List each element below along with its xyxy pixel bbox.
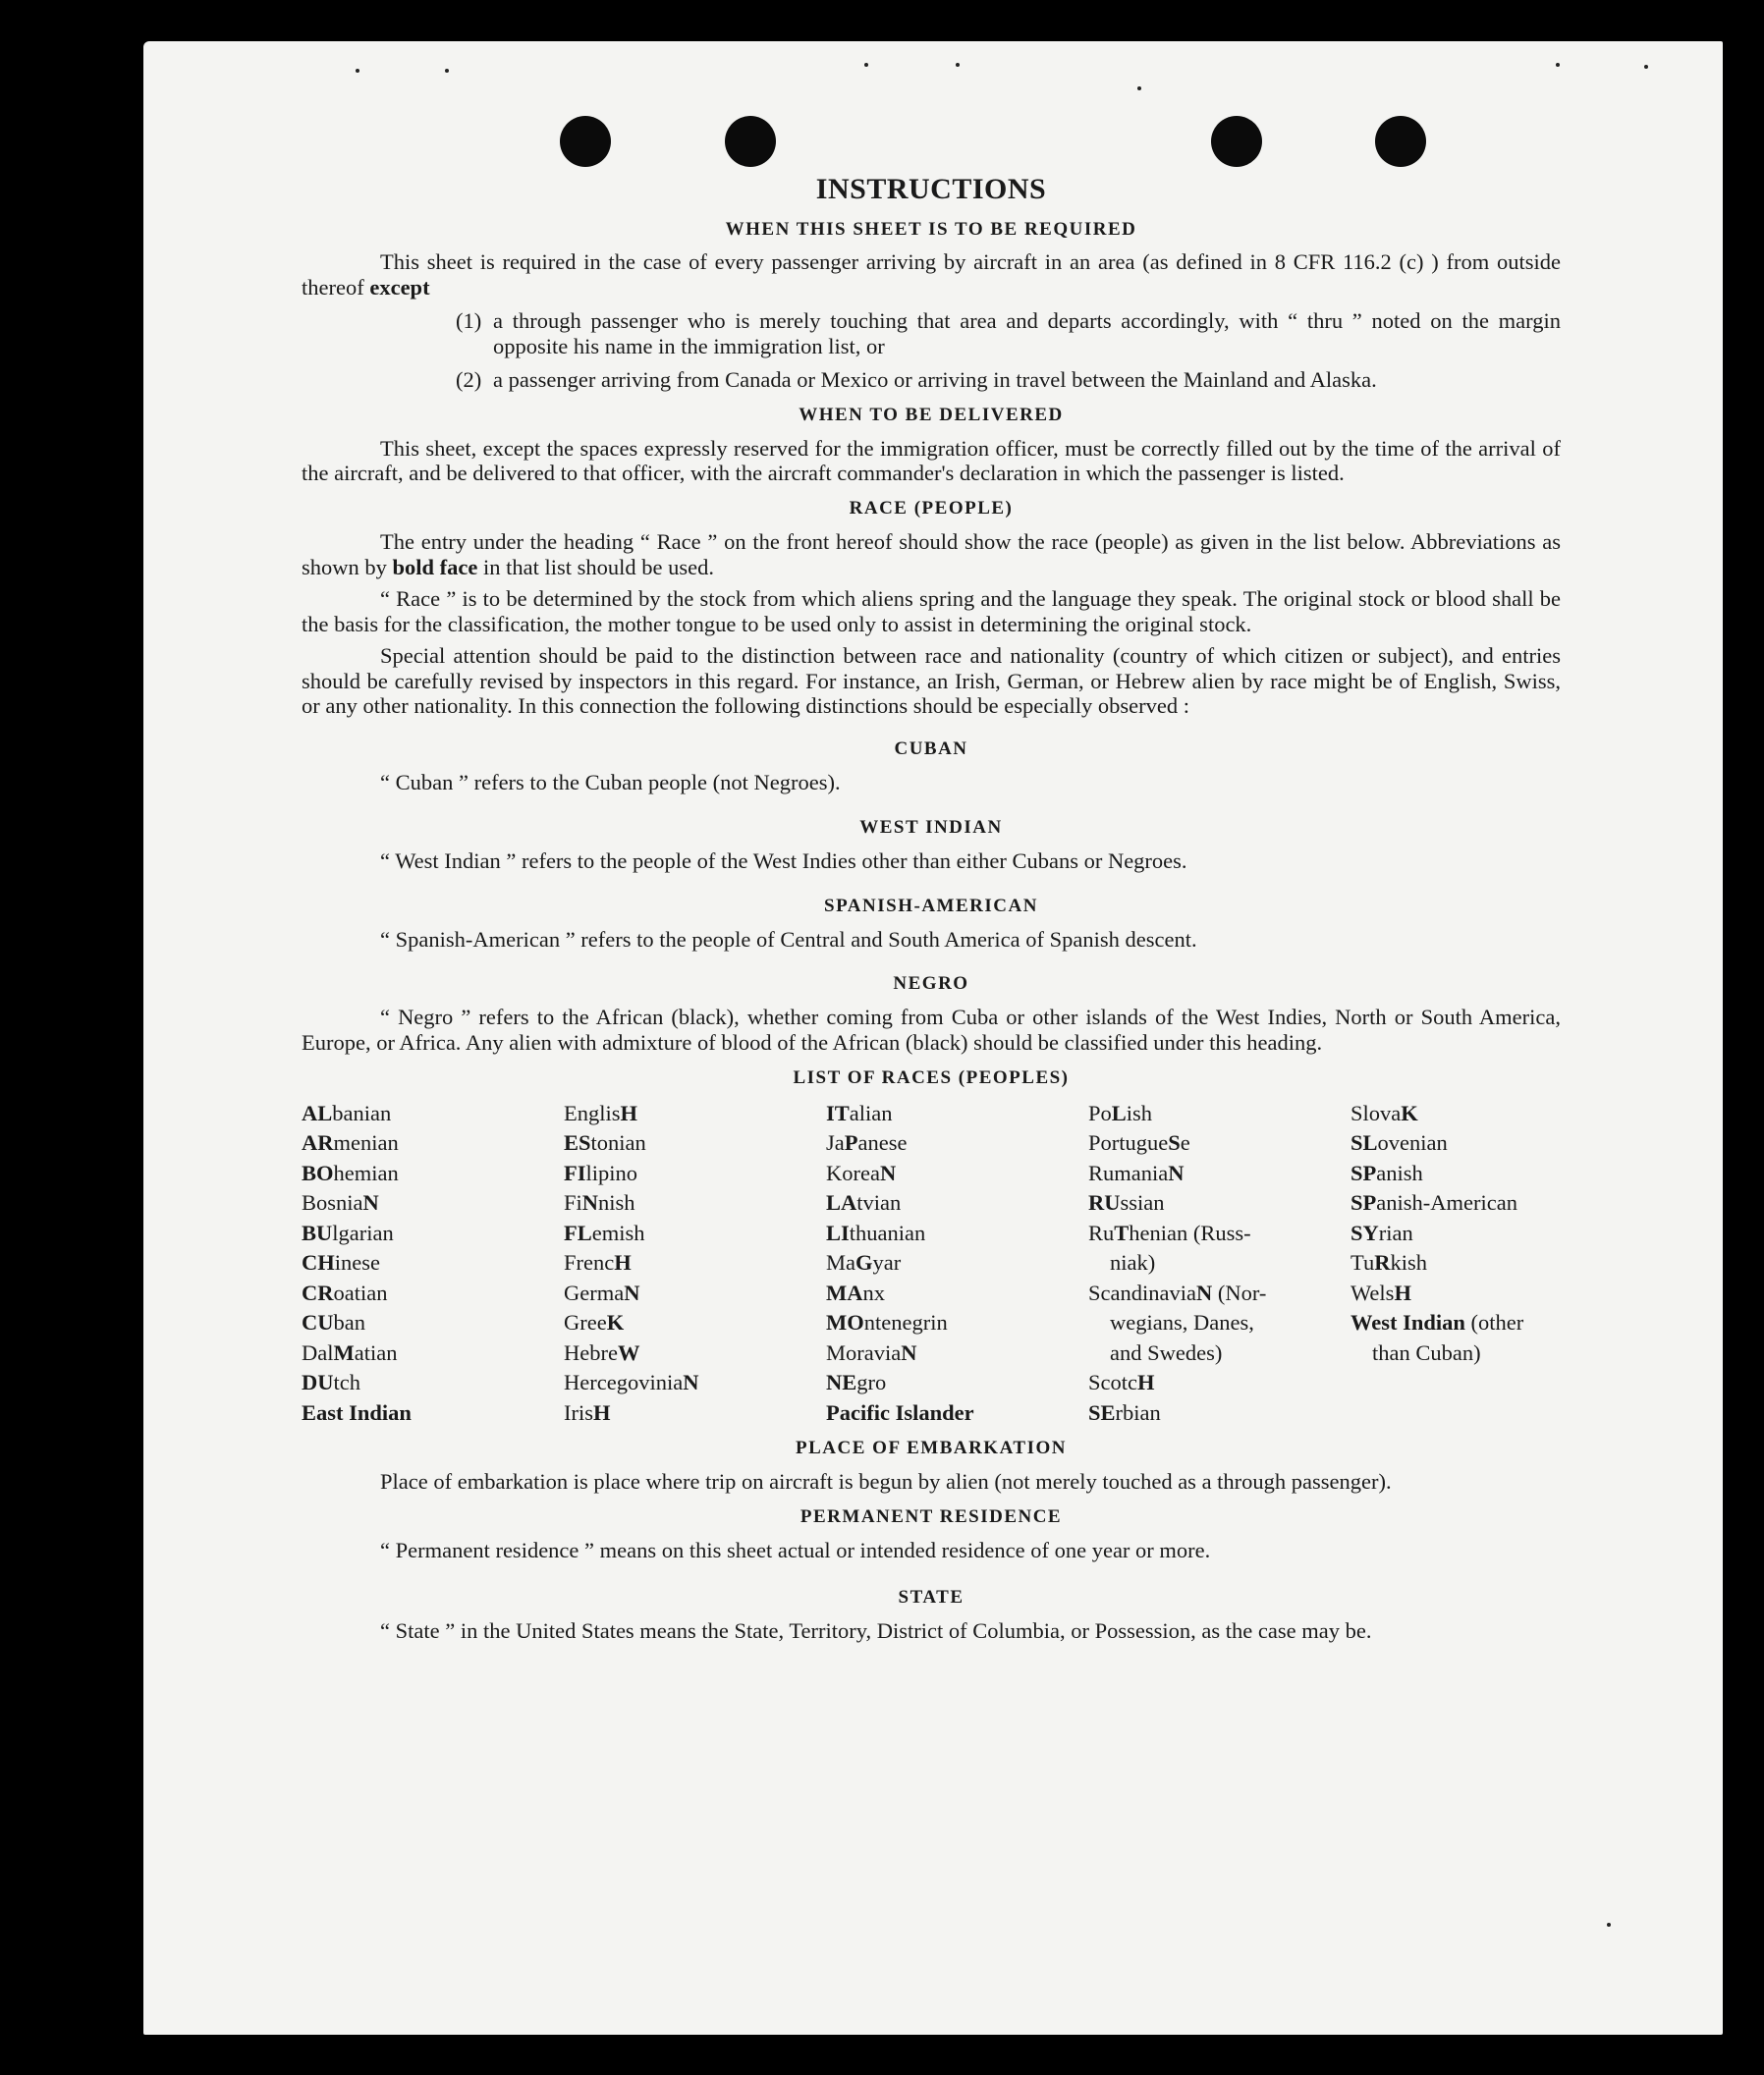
race-entry: EStonian xyxy=(564,1130,646,1156)
race-entry: FiNnish xyxy=(564,1190,635,1216)
race-entry: DalMatian xyxy=(302,1339,398,1365)
race-entry: MaGyar xyxy=(826,1250,902,1276)
race-paragraph-1: The entry under the heading “ Race ” on the front hereof should show the race (people) as given in the list below. Abbreviations as shown by bold face in that list should be used. xyxy=(302,529,1561,580)
race-entry: BUlgarian xyxy=(302,1220,394,1245)
delivered-text: This sheet, except the spaces expressly reserved for the immigration officer, must be correctly filled out by the time of the arrival of the aircraft, and be delivered to that officer, with the aircraft commander's declaration in which the passenger is listed. xyxy=(302,435,1561,486)
races-column xyxy=(1351,1099,1561,1429)
heading-residence: PERMANENT RESIDENCE xyxy=(799,1506,1063,1528)
page-title: INSTRUCTIONS xyxy=(815,173,1047,205)
heading-when-delivered: WHEN TO BE DELIVERED xyxy=(799,404,1064,425)
speck xyxy=(956,63,960,67)
residence-text: “ Permanent residence ” means on this sheet actual or intended residence of one year or more. xyxy=(380,1537,1211,1562)
race-entry: ScandinaviaN (Nor- xyxy=(1088,1280,1267,1305)
heading-when-required: WHEN THIS SHEET IS TO BE REQUIRED xyxy=(725,218,1137,240)
race-entry: ALbanian xyxy=(302,1100,392,1125)
race-entry: KoreaN xyxy=(826,1160,897,1185)
speck xyxy=(1556,63,1560,67)
race-entry: HebreW xyxy=(564,1339,640,1365)
race-entry: SPanish xyxy=(1351,1160,1423,1185)
race-entry: HercegoviniaN xyxy=(564,1370,699,1395)
race-entry: GreeK xyxy=(564,1310,625,1336)
race-paragraph-2: “ Race ” is to be determined by the stock from which aliens spring and the language they speak. The original stock or blood shall be the basis for the classification, the mother tongue to be used only to assist in determining the original stock. xyxy=(302,585,1561,636)
heading-west-indian: WEST INDIAN xyxy=(859,817,1003,838)
punch-hole xyxy=(725,116,776,167)
races-list xyxy=(302,1099,1561,1429)
race-entry: RumaniaN xyxy=(1088,1160,1185,1185)
race-entry: NEgro xyxy=(826,1370,887,1395)
race-entry: JaPanese xyxy=(826,1130,908,1156)
speck xyxy=(1607,1923,1611,1927)
race-entry: MoraviaN xyxy=(826,1339,917,1365)
race-entry: SlovaK xyxy=(1351,1100,1418,1125)
race-entry: niak) xyxy=(1110,1250,1156,1276)
exception-item: (1) a through passenger who is merely touching that area and departs accordingly, with “ thru ” noted on the margin opposite his name in the immigration list, or xyxy=(456,308,1561,358)
punch-hole xyxy=(560,116,611,167)
race-entry: LIthuanian xyxy=(826,1220,926,1245)
west-indian-text: “ West Indian ” refers to the people of the West Indies other than either Cubans or Negroes. xyxy=(380,847,1187,873)
race-entry: IrisH xyxy=(564,1399,611,1425)
speck xyxy=(445,69,449,73)
speck xyxy=(1644,65,1648,69)
race-entry: FrencH xyxy=(564,1250,632,1276)
races-column xyxy=(1088,1099,1351,1429)
race-entry: SLovenian xyxy=(1351,1130,1448,1156)
races-column xyxy=(826,1099,1088,1429)
heading-list-of-races: LIST OF RACES (PEOPLES) xyxy=(793,1067,1070,1089)
speck xyxy=(1137,86,1141,90)
race-entry: RuThenian (Russ- xyxy=(1088,1220,1251,1245)
punch-hole xyxy=(1375,116,1426,167)
race-entry: CRoatian xyxy=(302,1280,388,1305)
negro-text: “ Negro ” refers to the African (black), whether coming from Cuba or other islands of the West Indies, North or South America, Europe, or Africa. Any alien with admixture of blood of the African (black) should be classified under this heading. xyxy=(302,1005,1561,1056)
race-entry: SErbian xyxy=(1088,1399,1161,1425)
races-column xyxy=(564,1099,826,1429)
race-entry: ScotcH xyxy=(1088,1370,1155,1395)
exception-item: (2) a passenger arriving from Canada or Mexico or arriving in travel between the Mainland and Alaska. xyxy=(456,366,1377,392)
state-text: “ State ” in the United States means the State, Territory, District of Columbia, or Possession, as the case may be. xyxy=(380,1617,1372,1643)
heading-spanish-american: SPANISH-AMERICAN xyxy=(824,895,1038,916)
spanish-american-text: “ Spanish-American ” refers to the people of Central and South America of Spanish descent. xyxy=(380,926,1197,952)
race-paragraph-3: Special attention should be paid to the distinction between race and nationality (country of which citizen or subject), and entries should be carefully revised by inspectors in this regard. For instance, an Irish, German, or Hebrew alien by race might be of English, Swiss, or any other nationality. In this connection the following distinctions should be especially observed : xyxy=(302,642,1561,719)
race-entry: West Indian (other xyxy=(1351,1310,1524,1336)
punch-hole xyxy=(1211,116,1262,167)
race-entry: East Indian xyxy=(302,1399,412,1425)
heading-embarkation: PLACE OF EMBARKATION xyxy=(796,1438,1067,1459)
race-entry: CHinese xyxy=(302,1250,380,1276)
instructions-content xyxy=(302,173,1561,1644)
race-entry: RUssian xyxy=(1088,1190,1165,1216)
race-entry: BOhemian xyxy=(302,1160,399,1185)
race-entry: wegians, Danes, xyxy=(1110,1310,1254,1336)
race-entry: CUban xyxy=(302,1310,365,1336)
race-entry: MAnx xyxy=(826,1280,885,1305)
speck xyxy=(864,63,868,67)
race-entry: FLemish xyxy=(564,1220,645,1245)
required-intro: This sheet is required in the case of every passenger arriving by aircraft in an area (as defined in 8 CFR 116.2 (c) ) from outside thereof except xyxy=(302,249,1561,300)
race-entry: SPanish-American xyxy=(1351,1190,1517,1216)
races-column xyxy=(302,1099,564,1429)
heading-race: RACE (PEOPLE) xyxy=(849,498,1014,519)
race-entry: LAtvian xyxy=(826,1190,902,1216)
cuban-text: “ Cuban ” refers to the Cuban people (not Negroes). xyxy=(380,770,841,795)
race-entry: EnglisH xyxy=(564,1100,638,1125)
race-entry: FIlipino xyxy=(564,1160,638,1185)
race-entry: MOntenegrin xyxy=(826,1310,948,1336)
race-entry: PoLish xyxy=(1088,1100,1153,1125)
embarkation-text: Place of embarkation is place where trip on aircraft is begun by alien (not merely touched as a through passenger). xyxy=(380,1469,1392,1495)
race-entry: than Cuban) xyxy=(1372,1339,1481,1365)
race-entry: DUtch xyxy=(302,1370,360,1395)
heading-cuban: CUBAN xyxy=(894,738,968,760)
race-entry: GermaN xyxy=(564,1280,640,1305)
race-entry: WelsH xyxy=(1351,1280,1411,1305)
race-entry: SYrian xyxy=(1351,1220,1413,1245)
race-entry: and Swedes) xyxy=(1110,1339,1223,1365)
race-entry: PortugueSe xyxy=(1088,1130,1190,1156)
speck xyxy=(356,69,359,73)
race-entry: TuRkish xyxy=(1351,1250,1427,1276)
race-entry: Pacific Islander xyxy=(826,1399,974,1425)
race-entry: BosniaN xyxy=(302,1190,379,1216)
race-entry: ITalian xyxy=(826,1100,893,1125)
heading-negro: NEGRO xyxy=(893,973,969,995)
heading-state: STATE xyxy=(898,1586,965,1608)
race-entry: ARmenian xyxy=(302,1130,399,1156)
